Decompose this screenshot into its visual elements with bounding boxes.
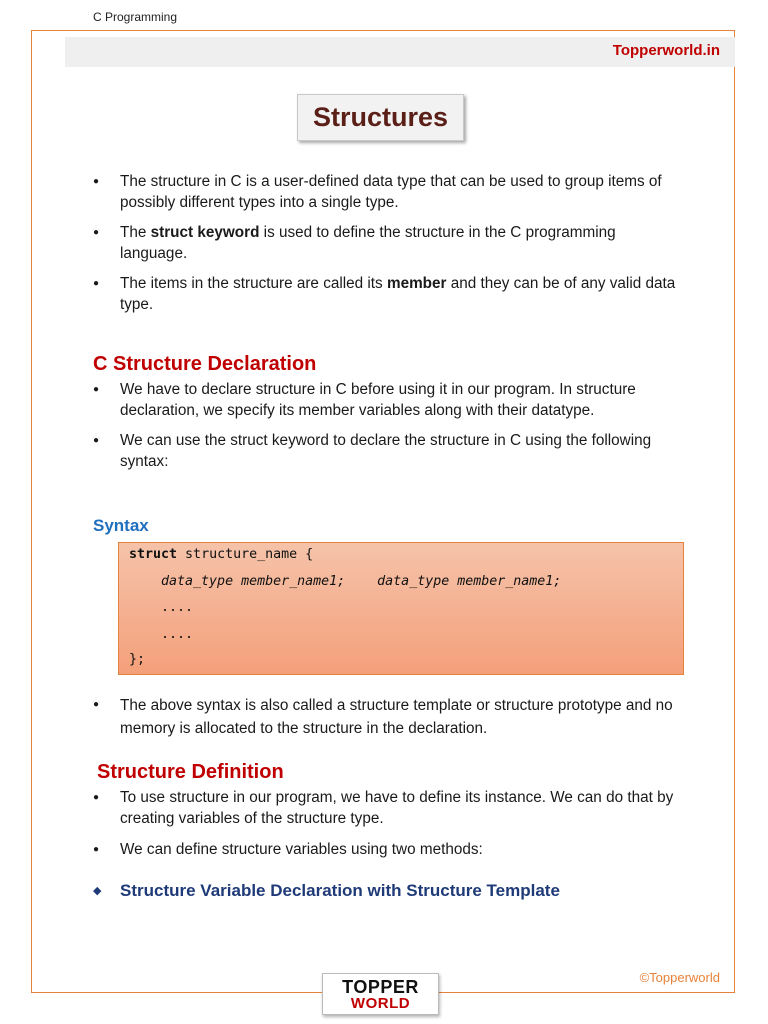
title-box <box>297 94 464 141</box>
intro-bullet-list <box>93 171 683 315</box>
method-item: ◆ Structure Variable Declaration with Structure Template <box>93 881 560 900</box>
list-item: ● We can use the struct keyword to declare the structure in C using the following syntax: <box>93 430 683 472</box>
section-heading-declaration: C Structure Declaration <box>93 353 317 375</box>
diamond-bullet-icon: ◆ <box>93 885 102 897</box>
bold-term: member <box>386 275 447 292</box>
logo-text-top: TOPPER <box>342 977 419 997</box>
syntax-note-list <box>93 694 683 740</box>
page-title: Structures <box>312 102 449 132</box>
code-line: data_type member_name1; data_type member_name1; <box>129 574 562 589</box>
bold-term: struct keyword <box>150 224 260 241</box>
list-item: ● We can define structure variables using two methods: <box>93 839 683 860</box>
code-line: struct structure_name { <box>129 547 314 562</box>
syntax-heading: Syntax <box>93 516 149 535</box>
site-name: Topperworld.in <box>612 42 720 59</box>
list-item: ● The above syntax is also called a structure template or structure prototype and no memory is allocated to the structure in the declaration. <box>93 694 683 740</box>
section-heading-definition: Structure Definition <box>97 761 284 783</box>
definition-bullet-list <box>93 787 683 860</box>
code-line: .... <box>129 627 194 642</box>
copyright: ©Topperworld <box>639 970 720 985</box>
code-block <box>118 542 684 675</box>
list-item: ● The items in the structure are called its member and they can be of any valid data type. <box>93 273 683 315</box>
logo-text-bottom: WORLD <box>350 995 411 1012</box>
code-line: .... <box>129 600 194 615</box>
list-item: ● To use structure in our program, we have to define its instance. We can do that by creating variables of the structure type. <box>93 787 683 829</box>
code-keyword: struct <box>129 547 178 562</box>
list-item: ● The struct keyword is used to define the structure in the C programming language. <box>93 222 683 264</box>
declaration-bullet-list <box>93 379 683 472</box>
code-line: }; <box>129 652 146 667</box>
topperworld-logo <box>322 973 439 1015</box>
list-item: ● The structure in C is a user-defined data type that can be used to group items of possibly different types into a single type. <box>93 171 683 213</box>
running-head: C Programming <box>93 10 178 24</box>
list-item: ● We have to declare structure in C before using it in our program. In structure declaration, we specify its member variables along with their datatype. <box>93 379 683 421</box>
